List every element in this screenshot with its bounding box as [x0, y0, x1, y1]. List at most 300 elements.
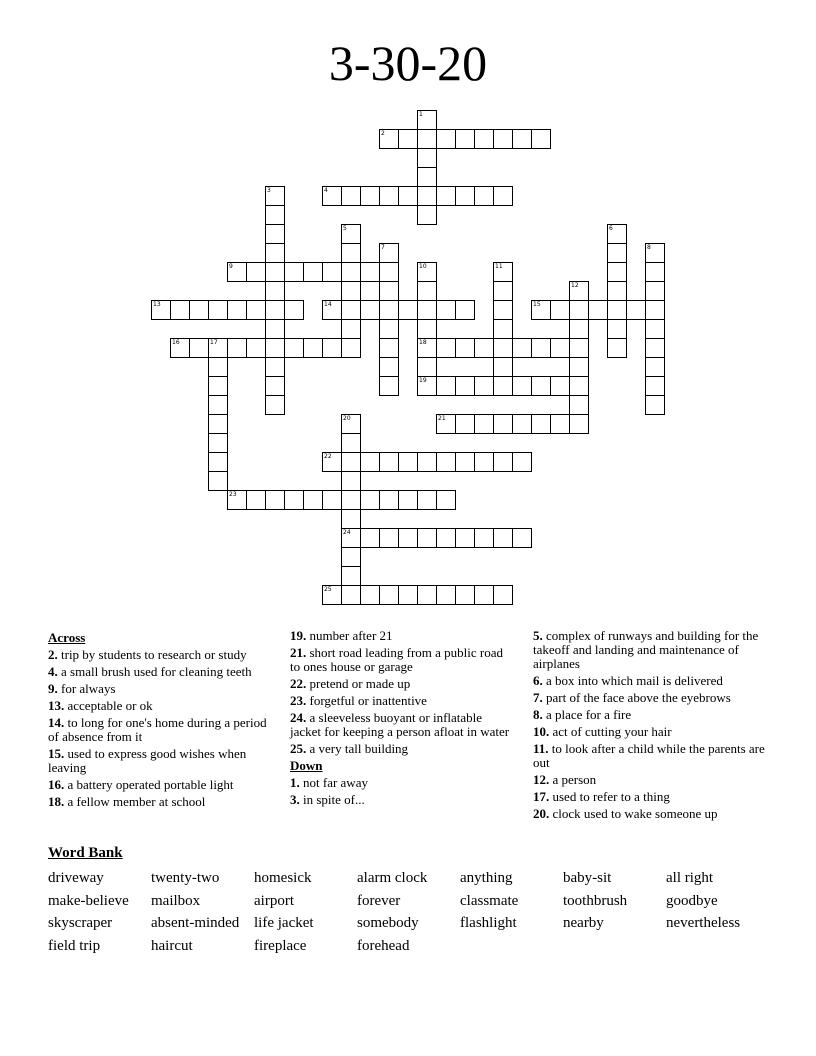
grid-cell[interactable] — [493, 338, 513, 358]
grid-cell[interactable] — [341, 319, 361, 339]
grid-cell[interactable] — [569, 414, 589, 434]
grid-cell[interactable] — [379, 300, 399, 320]
clue-text: a battery operated portable light — [64, 777, 234, 792]
cell-number: 13 — [153, 301, 161, 308]
grid-cell[interactable] — [569, 395, 589, 415]
clue-text: not far away — [299, 775, 368, 790]
grid-cell[interactable] — [512, 129, 532, 149]
clue-text: a very tall building — [306, 741, 409, 756]
grid-cell[interactable] — [436, 376, 456, 396]
grid-cell[interactable] — [607, 224, 627, 244]
grid-cell[interactable] — [569, 357, 589, 377]
grid-cell[interactable] — [265, 262, 285, 282]
grid-cell[interactable] — [512, 452, 532, 472]
grid-cell[interactable] — [379, 281, 399, 301]
grid-cell[interactable] — [265, 186, 285, 206]
grid-cell[interactable] — [588, 300, 608, 320]
clue-number: 17. — [533, 789, 550, 804]
grid-cell[interactable] — [341, 262, 361, 282]
cell-number: 12 — [571, 282, 579, 289]
across-clue — [48, 665, 280, 679]
grid-cell[interactable] — [265, 357, 285, 377]
word-bank-item: flashlight — [460, 915, 517, 932]
grid-cell[interactable] — [303, 262, 323, 282]
grid-cell[interactable] — [493, 300, 513, 320]
across-clue — [48, 747, 280, 775]
grid-cell[interactable] — [607, 300, 627, 320]
cell-number: 17 — [210, 339, 218, 346]
grid-cell[interactable] — [436, 300, 456, 320]
clue-number: 9. — [48, 681, 58, 696]
grid-cell[interactable] — [607, 319, 627, 339]
grid-cell[interactable] — [341, 585, 361, 605]
grid-cell[interactable] — [379, 490, 399, 510]
grid-cell[interactable] — [569, 300, 589, 320]
across-clue — [48, 716, 280, 744]
grid-cell[interactable] — [550, 300, 570, 320]
grid-cell[interactable] — [645, 395, 665, 415]
grid-cell[interactable] — [208, 376, 228, 396]
clue-text: a place for a fire — [542, 707, 632, 722]
grid-cell[interactable] — [493, 528, 513, 548]
clue-text: part of the face above the eyebrows — [542, 690, 731, 705]
word-bank-title: Word Bank — [48, 845, 123, 861]
grid-cell[interactable] — [512, 338, 532, 358]
grid-cell[interactable] — [341, 490, 361, 510]
grid-cell[interactable] — [493, 357, 513, 377]
grid-cell[interactable] — [626, 300, 646, 320]
grid-cell[interactable] — [531, 414, 551, 434]
grid-cell[interactable] — [512, 376, 532, 396]
across-clue — [290, 711, 514, 739]
across-clue — [48, 682, 280, 696]
grid-cell[interactable] — [227, 490, 247, 510]
clue-text: in spite of... — [299, 792, 365, 807]
page-title: 3-30-20 — [328, 35, 488, 91]
across-heading: Across — [48, 630, 86, 645]
grid-cell[interactable] — [246, 262, 266, 282]
grid-cell[interactable] — [208, 452, 228, 472]
word-bank-item: forever — [357, 892, 401, 909]
down-clue — [533, 790, 765, 804]
cell-number: 16 — [172, 339, 180, 346]
grid-cell[interactable] — [227, 338, 247, 358]
grid-cell[interactable] — [265, 224, 285, 244]
grid-cell[interactable] — [208, 414, 228, 434]
grid-cell[interactable] — [436, 129, 456, 149]
grid-cell[interactable] — [265, 205, 285, 225]
grid-cell[interactable] — [322, 338, 342, 358]
grid-cell[interactable] — [265, 490, 285, 510]
word-bank-item: fireplace — [254, 938, 307, 955]
grid-cell[interactable] — [341, 224, 361, 244]
grid-cell[interactable] — [417, 186, 437, 206]
cell-number: 9 — [229, 263, 233, 270]
grid-cell[interactable] — [455, 414, 475, 434]
clue-number: 22. — [290, 676, 307, 691]
word-bank-item: forehead — [357, 938, 410, 955]
grid-cell[interactable] — [417, 585, 437, 605]
grid-cell[interactable] — [322, 585, 342, 605]
grid-cell[interactable] — [569, 281, 589, 301]
clue-text: complex of runways and building for the takeoff and landing and maintenance of airplanes — [533, 628, 759, 671]
grid-cell[interactable] — [455, 376, 475, 396]
grid-cell[interactable] — [379, 262, 399, 282]
grid-cell[interactable] — [455, 129, 475, 149]
clue-text: short road leading from a public road to ones house or garage — [290, 645, 503, 674]
grid-cell[interactable] — [398, 129, 418, 149]
grid-cell[interactable] — [493, 262, 513, 282]
grid-cell[interactable] — [265, 338, 285, 358]
grid-cell[interactable] — [417, 167, 437, 187]
clue-text: a fellow member at school — [64, 794, 206, 809]
grid-cell[interactable] — [474, 528, 494, 548]
grid-cell[interactable] — [436, 186, 456, 206]
grid-cell[interactable] — [341, 566, 361, 586]
word-bank-item: haircut — [151, 938, 193, 955]
clue-number: 24. — [290, 710, 307, 725]
grid-cell[interactable] — [607, 243, 627, 263]
grid-cell[interactable] — [208, 395, 228, 415]
grid-cell[interactable] — [398, 490, 418, 510]
grid-cell[interactable] — [645, 357, 665, 377]
clue-number: 20. — [533, 806, 550, 821]
word-bank-item: homesick — [254, 870, 312, 886]
cell-number: 5 — [343, 225, 347, 232]
grid-cell[interactable] — [208, 357, 228, 377]
across-clue — [290, 742, 514, 756]
clue-text: trip by students to research or study — [57, 647, 247, 662]
grid-cell[interactable] — [360, 186, 380, 206]
grid-cell[interactable] — [284, 490, 304, 510]
down-clue — [290, 776, 514, 790]
word-bank-item: goodbye — [666, 892, 718, 909]
grid-cell[interactable] — [436, 338, 456, 358]
clue-text: used to express good wishes when leaving — [48, 746, 247, 775]
grid-cell[interactable] — [265, 395, 285, 415]
grid-cell[interactable] — [645, 262, 665, 282]
grid-cell[interactable] — [607, 338, 627, 358]
grid-cell[interactable] — [417, 490, 437, 510]
grid-cell[interactable] — [265, 243, 285, 263]
cell-number: 7 — [381, 244, 385, 251]
grid-cell[interactable] — [436, 414, 456, 434]
grid-cell[interactable] — [436, 490, 456, 510]
grid-cell[interactable] — [550, 376, 570, 396]
cell-number: 6 — [609, 225, 613, 232]
grid-cell[interactable] — [208, 471, 228, 491]
clues-column-2 — [290, 629, 514, 810]
down-clue — [533, 773, 765, 787]
down-clue — [533, 691, 765, 705]
clue-text: number after 21 — [306, 628, 393, 643]
grid-cell[interactable] — [493, 186, 513, 206]
grid-cell[interactable] — [531, 129, 551, 149]
grid-cell[interactable] — [398, 585, 418, 605]
grid-cell[interactable] — [474, 338, 494, 358]
cell-number: 1 — [419, 111, 423, 118]
grid-cell[interactable] — [645, 243, 665, 263]
clue-number: 3. — [290, 792, 300, 807]
grid-cell[interactable] — [360, 585, 380, 605]
grid-cell[interactable] — [474, 414, 494, 434]
grid-cell[interactable] — [417, 376, 437, 396]
word-bank-item: make-believe — [48, 892, 129, 909]
clue-number: 7. — [533, 690, 543, 705]
clue-text: a box into which mail is delivered — [542, 673, 723, 688]
across-clue — [290, 677, 514, 691]
grid-cell[interactable] — [417, 319, 437, 339]
down-heading: Down — [290, 758, 323, 773]
cell-number: 23 — [229, 491, 237, 498]
grid-cell[interactable] — [379, 376, 399, 396]
grid-cell[interactable] — [322, 186, 342, 206]
grid-cell[interactable] — [284, 262, 304, 282]
grid-cell[interactable] — [417, 110, 437, 130]
across-clue — [48, 778, 280, 792]
grid-cell[interactable] — [265, 281, 285, 301]
grid-cell[interactable] — [189, 300, 209, 320]
grid-cell[interactable] — [379, 186, 399, 206]
clue-number: 25. — [290, 741, 307, 756]
grid-cell[interactable] — [360, 300, 380, 320]
grid-cell[interactable] — [208, 338, 228, 358]
grid-cell[interactable] — [303, 338, 323, 358]
grid-cell[interactable] — [341, 243, 361, 263]
grid-cell[interactable] — [208, 300, 228, 320]
grid-cell[interactable] — [455, 300, 475, 320]
grid-cell[interactable] — [417, 262, 437, 282]
cell-number: 8 — [647, 244, 651, 251]
clue-text: to long for one's home during a period of absence from it — [48, 715, 267, 744]
grid-cell[interactable] — [493, 585, 513, 605]
word-bank-item: twenty-two — [151, 870, 220, 886]
across-clue — [48, 699, 280, 713]
grid-cell[interactable] — [170, 338, 190, 358]
grid-cell[interactable] — [436, 528, 456, 548]
grid-cell[interactable] — [379, 528, 399, 548]
clue-number: 16. — [48, 777, 65, 792]
grid-cell[interactable] — [474, 129, 494, 149]
word-bank-item: absent-minded — [151, 915, 240, 932]
word-bank-item: anything — [460, 870, 513, 886]
grid-cell[interactable] — [645, 319, 665, 339]
grid-cell[interactable] — [322, 490, 342, 510]
clue-number: 12. — [533, 772, 550, 787]
grid-cell[interactable] — [341, 433, 361, 453]
grid-cell[interactable] — [417, 148, 437, 168]
grid-cell[interactable] — [455, 338, 475, 358]
grid-cell[interactable] — [341, 186, 361, 206]
grid-cell[interactable] — [569, 319, 589, 339]
word-bank-item: skyscraper — [48, 915, 113, 932]
grid-cell[interactable] — [569, 338, 589, 358]
word-bank — [48, 867, 788, 958]
grid-cell[interactable] — [379, 338, 399, 358]
word-bank-item: nearby — [563, 915, 604, 932]
cell-number: 3 — [267, 187, 271, 194]
grid-cell[interactable] — [208, 433, 228, 453]
cell-number: 19 — [419, 377, 427, 384]
word-bank-item: life jacket — [254, 915, 314, 932]
grid-cell[interactable] — [265, 319, 285, 339]
grid-cell[interactable] — [398, 452, 418, 472]
grid-cell[interactable] — [493, 414, 513, 434]
grid-cell[interactable] — [265, 376, 285, 396]
clue-number: 13. — [48, 698, 65, 713]
grid-cell[interactable] — [341, 338, 361, 358]
grid-cell[interactable] — [436, 452, 456, 472]
grid-cell[interactable] — [417, 205, 437, 225]
grid-cell[interactable] — [379, 452, 399, 472]
grid-cell[interactable] — [170, 300, 190, 320]
cell-number: 20 — [343, 415, 351, 422]
grid-cell[interactable] — [569, 376, 589, 396]
grid-cell[interactable] — [341, 471, 361, 491]
grid-cell[interactable] — [493, 129, 513, 149]
grid-cell[interactable] — [379, 319, 399, 339]
word-bank-item: nevertheless — [666, 915, 741, 932]
grid-cell[interactable] — [360, 490, 380, 510]
grid-cell[interactable] — [379, 129, 399, 149]
grid-cell[interactable] — [227, 300, 247, 320]
grid-cell[interactable] — [474, 376, 494, 396]
grid-cell[interactable] — [493, 452, 513, 472]
word-bank-item: driveway — [48, 870, 104, 886]
grid-cell[interactable] — [360, 528, 380, 548]
clue-text: a small brush used for cleaning teeth — [57, 664, 252, 679]
grid-cell[interactable] — [246, 300, 266, 320]
grid-cell[interactable] — [398, 300, 418, 320]
grid-cell[interactable] — [474, 186, 494, 206]
across-clue — [48, 795, 280, 809]
grid-cell[interactable] — [436, 585, 456, 605]
grid-cell[interactable] — [474, 452, 494, 472]
clue-number: 15. — [48, 746, 65, 761]
cell-number: 21 — [438, 415, 446, 422]
grid-cell[interactable] — [360, 452, 380, 472]
grid-cell[interactable] — [493, 319, 513, 339]
grid-cell[interactable] — [455, 585, 475, 605]
grid-cell[interactable] — [645, 376, 665, 396]
grid-cell[interactable] — [417, 281, 437, 301]
grid-cell[interactable] — [645, 281, 665, 301]
grid-cell[interactable] — [341, 281, 361, 301]
grid-cell[interactable] — [417, 338, 437, 358]
grid-cell[interactable] — [284, 338, 304, 358]
across-clue — [290, 694, 514, 708]
grid-cell[interactable] — [322, 300, 342, 320]
word-bank-item: mailbox — [151, 892, 201, 909]
grid-cell[interactable] — [227, 262, 247, 282]
grid-cell[interactable] — [151, 300, 171, 320]
grid-cell[interactable] — [322, 262, 342, 282]
grid-cell[interactable] — [341, 528, 361, 548]
word-bank-item: field trip — [48, 938, 101, 955]
grid-cell[interactable] — [398, 186, 418, 206]
word-bank-item: somebody — [357, 915, 419, 932]
down-clue — [533, 742, 765, 770]
grid-cell[interactable] — [246, 338, 266, 358]
grid-cell[interactable] — [455, 452, 475, 472]
grid-cell[interactable] — [607, 262, 627, 282]
grid-cell[interactable] — [493, 281, 513, 301]
grid-cell[interactable] — [360, 262, 380, 282]
clues-column-3 — [533, 629, 765, 824]
grid-cell[interactable] — [417, 300, 437, 320]
grid-cell[interactable] — [417, 357, 437, 377]
grid-cell[interactable] — [417, 129, 437, 149]
clue-text: for always — [57, 681, 116, 696]
grid-cell[interactable] — [379, 243, 399, 263]
word-bank-item: all right — [666, 870, 714, 886]
grid-cell[interactable] — [645, 300, 665, 320]
grid-cell[interactable] — [379, 585, 399, 605]
grid-cell[interactable] — [512, 414, 532, 434]
word-bank-item: toothbrush — [563, 892, 628, 909]
across-clue — [290, 646, 514, 674]
word-bank-item: airport — [254, 892, 294, 909]
grid-cell[interactable] — [455, 528, 475, 548]
grid-cell[interactable] — [455, 186, 475, 206]
grid-cell[interactable] — [341, 300, 361, 320]
clue-number: 21. — [290, 645, 307, 660]
grid-cell[interactable] — [265, 300, 285, 320]
grid-cell[interactable] — [246, 490, 266, 510]
clue-text: a sleeveless buoyant or inflatable jacket for keeping a person afloat in water — [290, 710, 510, 739]
grid-cell[interactable] — [607, 281, 627, 301]
grid-cell[interactable] — [531, 338, 551, 358]
cell-number: 2 — [381, 130, 385, 137]
grid-cell[interactable] — [531, 300, 551, 320]
grid-cell[interactable] — [341, 547, 361, 567]
grid-cell[interactable] — [379, 357, 399, 377]
grid-cell[interactable] — [474, 585, 494, 605]
grid-cell[interactable] — [645, 338, 665, 358]
grid-cell[interactable] — [341, 509, 361, 529]
word-bank-item: baby-sit — [563, 870, 612, 886]
grid-cell[interactable] — [398, 528, 418, 548]
clue-number: 11. — [533, 741, 549, 756]
grid-cell[interactable] — [493, 376, 513, 396]
grid-cell[interactable] — [531, 376, 551, 396]
grid-cell[interactable] — [417, 528, 437, 548]
down-clue — [533, 708, 765, 722]
down-clue — [533, 629, 765, 671]
grid-cell[interactable] — [417, 452, 437, 472]
grid-cell[interactable] — [303, 490, 323, 510]
grid-cell[interactable] — [189, 338, 209, 358]
cell-number: 11 — [495, 263, 503, 270]
clue-number: 19. — [290, 628, 307, 643]
grid-cell[interactable] — [322, 452, 342, 472]
grid-cell[interactable] — [284, 300, 304, 320]
clue-text: clock used to wake someone up — [549, 806, 718, 821]
clue-number: 23. — [290, 693, 307, 708]
across-clue — [48, 648, 280, 662]
grid-cell[interactable] — [341, 452, 361, 472]
clue-number: 18. — [48, 794, 65, 809]
clue-number: 5. — [533, 628, 543, 643]
clue-text: act of cutting your hair — [549, 724, 672, 739]
down-clue — [533, 674, 765, 688]
clue-text: pretend or made up — [306, 676, 411, 691]
grid-cell[interactable] — [550, 414, 570, 434]
cell-number: 14 — [324, 301, 332, 308]
grid-cell[interactable] — [512, 528, 532, 548]
grid-cell[interactable] — [341, 414, 361, 434]
grid-cell[interactable] — [550, 338, 570, 358]
